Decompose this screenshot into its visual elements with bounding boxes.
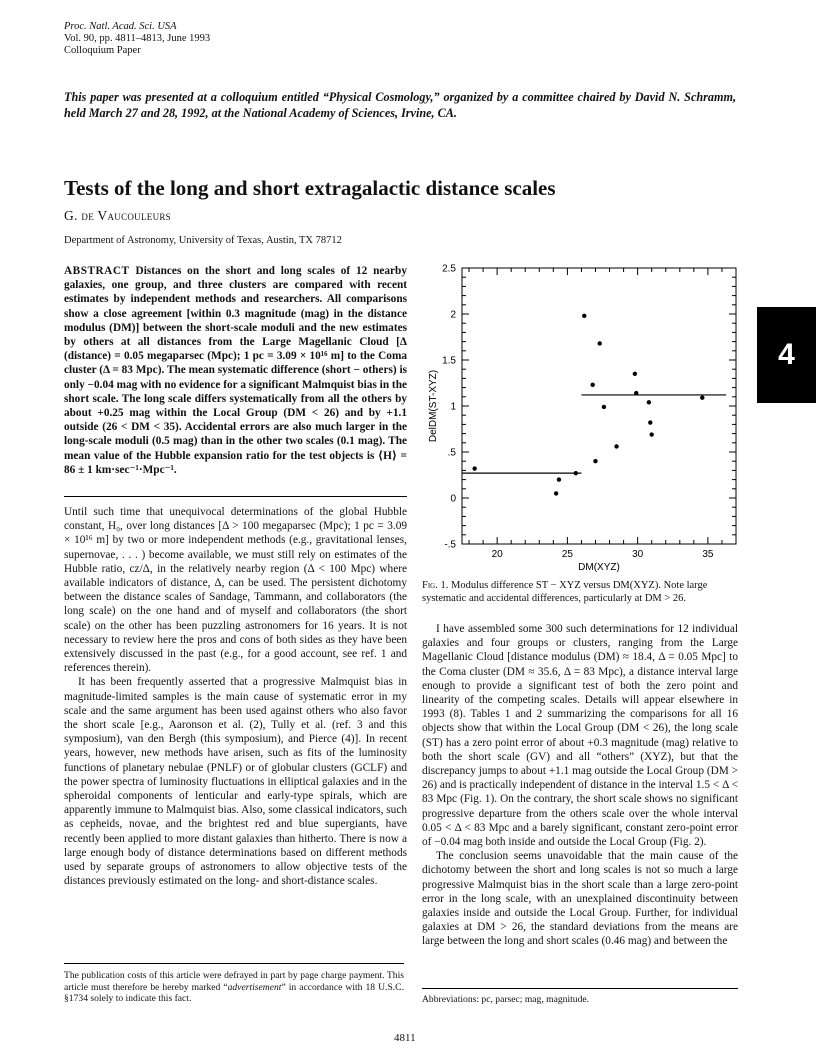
figure-caption-text: Modulus difference ST − XYZ versus DM(XYZ). Note large systematic and accidental differences, particularly at DM > 26.	[422, 580, 708, 604]
section-tab: 4	[757, 307, 816, 403]
paper-title: Tests of the long and short extragalactic distance scales	[64, 176, 556, 200]
abbreviations: Abbreviations: pc, parsec; mag, magnitude.	[422, 994, 590, 1005]
journal-header	[64, 21, 210, 57]
page-number: 4811	[394, 1032, 416, 1044]
footnote-text-end: ” in accordance with 18 U.S.C. §1734 solely to indicate this fact.	[64, 981, 404, 1004]
data-point	[598, 341, 602, 345]
data-point	[647, 400, 651, 404]
data-point	[634, 391, 638, 395]
abbrev-divider	[422, 988, 738, 989]
paragraph: I have assembled some 300 such determinations for 12 individual galaxies and four groups or clusters, ranging from the Large Magellanic Cloud [distance modulus (DM) ≈ 18.4, Δ = 0.05 Mpc] to the Coma cluster (DM ≈ 35.6, Δ = 83 Mpc), a distance interval large enough to provide a significant test of both the zero point and linearity of the competing scales. Details will appear elsewhere in 1993 (8). Tables 1 and 2 summarizing the comparisons for all 16 objects show that within the Local Group (DM < 26), the long scale (ST) has a zero point error of about +0.3 magnitude (mag) relative to both the short scale (GV) and all “others” (XYZ), but that the discrepancy jumps to about +1.1 mag outside the Local Group (DM > 26) and is practically independent of distance in the interval 1.5 < Δ < 83 Mpc (Fig. 1). On the contrary, the short scale shows no significant progressive departure from the others scale over the whole interval 0.05 < Δ < 83 Mpc and a barely significant, constant zero-point error of −0.04 mag both inside and outside the Local Group (Fig. 2).	[422, 623, 738, 849]
chart-ticks	[442, 264, 736, 561]
data-point	[700, 396, 704, 400]
y-tick-label: 2.5	[442, 263, 456, 275]
colloquium-note: This paper was presented at a colloquium entitled “Physical Cosmology,” organized by a committee chaired by David N. Schramm, held March 27 and 28, 1992, at the National Academy of Sciences, Irvine, CA.	[64, 90, 736, 120]
abstract	[64, 264, 407, 477]
data-point	[602, 405, 606, 409]
chart-axes	[462, 268, 736, 544]
paragraph: Until such time that unequivocal determinations of the global Hubble constant, H₀, over long distances [Δ > 100 megaparsec (Mpc); 1 pc = 3.09 × 10¹⁶ m] by two or more independent methods (e.g., gravitational lenses, supernovae, . . . ) become available, we must still rely on estimates of the Hubble ratio, cz/Δ, in the relatively nearby region (Δ < 100 Mpc) where available indicators of distance, Δ, can be used. The persistent dichotomy between the distance scales of Sandage, Tammann, and collaborators (the long scale) on the one hand and of myself and collaborators (the short scale) on the other has been puzzling astronomers for 16 years. It is not necessary to review here the pros and cons of both sides as they have been extensively discussed in the past (e.g., for a good account, see ref. 1 and references therein).	[64, 506, 407, 675]
data-point	[590, 383, 594, 387]
footnote-italic: advertisement	[227, 981, 282, 993]
author-name: G. de Vaucouleurs	[64, 208, 171, 223]
plot-frame	[462, 268, 736, 544]
chart-points	[472, 314, 704, 496]
footnote	[64, 970, 404, 1005]
data-point	[633, 372, 637, 376]
y-tick-label: 1	[450, 401, 456, 413]
figure-1	[418, 256, 748, 576]
abstract-text: Distances on the short and long scales of 12 nearby galaxies, one group, and three clusters are compared with recent estimates by independent methods and researchers. All comparisons show a close agreement [within 0.3 magnitude (mag) in the distance modulus (DM)] between the short-scale moduli and the new estimates by others at all distances from the Large Magellanic Cloud [Δ (distance) = 0.05 megaparsec (Mpc); 1 pc = 3.09 × 10¹⁶ m] to the Coma cluster (Δ = 83 Mpc). The mean systematic difference (short − others) is only −0.04 mag with no evidence for a significant Malmquist bias in the short scale. The long scale differs systematically from all the others by about +0.25 mag within the Local Group (DM < 26) and by +1.1 outside (26 < DM < 35). Accidental errors are also much larger in the long-scale moduli (0.5 mag) than in the other two scales (0.1 mag). The mean value of the Hubble expansion ratio for the test objects is ⟨H⟩ = 86 ± 1 km·sec⁻¹·Mpc⁻¹.	[64, 265, 407, 476]
x-tick-label: 20	[491, 549, 503, 560]
journal-volume: Vol. 90, pp. 4811–4813, June 1993	[64, 33, 211, 44]
author	[64, 208, 171, 224]
data-point	[649, 432, 653, 436]
scatter-chart	[418, 256, 748, 576]
y-tick-label: -.5	[444, 539, 456, 551]
x-tick-label: 25	[561, 549, 573, 560]
abstract-label: ABSTRACT	[64, 265, 130, 277]
column-2	[422, 622, 738, 949]
footnote-divider	[64, 963, 404, 964]
footnote-text: The publication costs of this article were defrayed in part by page charge payment. This article must therefore be hereby marked “	[64, 970, 404, 993]
data-point	[557, 477, 561, 481]
affiliation: Department of Astronomy, University of Texas, Austin, TX 78712	[64, 235, 342, 246]
y-axis-label: DelDM(ST-XYZ)	[428, 369, 439, 443]
paragraph: The conclusion seems unavoidable that the main cause of the dichotomy between the short and long scales is not so much a large progressive Malmquist bias in the short scale than a large zero-point error in the long scale, with an unexplained discontinuity between galaxies inside and outside the Local Group. Further, for individual galaxies at DM > 26, the standard deviations from the means are large between the long and short scales (0.46 mag) and between the	[422, 850, 738, 948]
x-tick-label: 35	[702, 549, 714, 560]
data-point	[582, 314, 586, 318]
figure-caption	[422, 579, 740, 605]
column-1	[64, 505, 407, 888]
data-point	[472, 466, 476, 470]
data-point	[574, 471, 578, 475]
paragraph: It has been frequently asserted that a progressive Malmquist bias in magnitude-limited samples is the main cause of systematic error in my scale and the same argument has been used against others who also favor the short scale [e.g., Aaronson et al. (2), Tully et al. (ref. 3 and this symposium), van den Bergh (this symposium), and Pierce (4)]. In recent years, however, new methods have arisen, such as fits of the luminosity functions of planetary nebulae (PNLF) or of globular clusters (GCLF) and the power spectra of luminosity fluctuations in elliptical galaxies and in the spheroidal components of lenticular and early-type spirals, which are apparently immune to Malmquist bias. Also, some classical indicators, such as cepheids, novae, and the brightest red and blue supergiants, have recently been applied to more distant galaxies than hitherto. There is now a large enough body of distance determinations based on different methods used by separate groups of astronomers to allow objective tests of the distances previously estimated on the long- and short-distance scales.	[64, 676, 407, 888]
figure-label: Fig. 1.	[422, 580, 449, 591]
y-tick-label: .5	[447, 447, 456, 459]
abstract-divider	[64, 496, 407, 497]
data-point	[554, 491, 558, 495]
paper-type: Colloquium Paper	[64, 45, 141, 56]
x-tick-label: 30	[632, 549, 644, 560]
data-point	[614, 444, 618, 448]
y-tick-label: 1.5	[442, 355, 456, 367]
data-point	[648, 420, 652, 424]
data-point	[593, 459, 597, 463]
y-tick-label: 2	[450, 309, 456, 321]
y-tick-label: 0	[450, 493, 456, 505]
journal-name: Proc. Natl. Acad. Sci. USA	[64, 21, 177, 32]
x-axis-label: DM(XYZ)	[578, 562, 620, 573]
